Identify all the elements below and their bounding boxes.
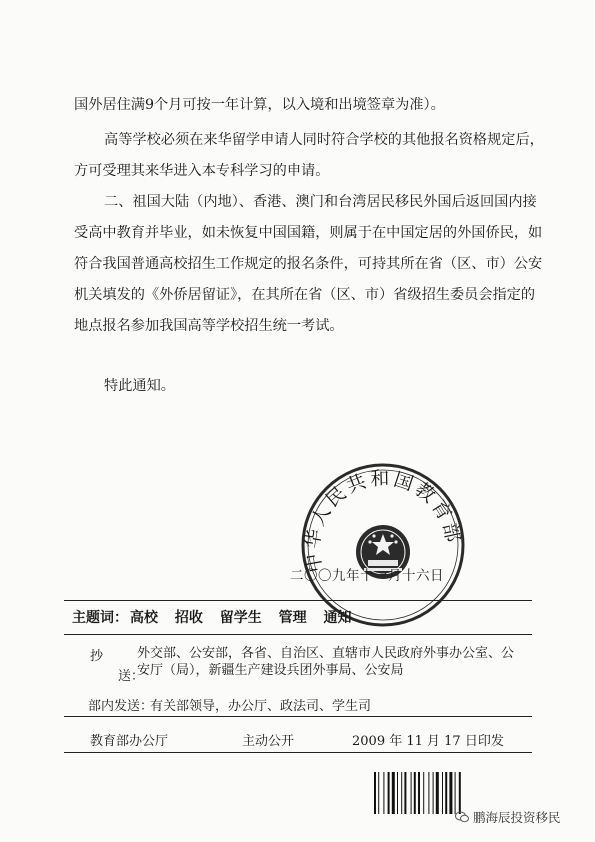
paragraph-application-rule: 高等学校必须在来华留学申请人同时符合学校的其他报名资格规定后，方可受理其来华进入本专科学习的申请。 [74, 132, 544, 179]
divider-keywords [64, 634, 532, 635]
keywords-label: 主题词： [72, 610, 128, 626]
issue-date: 二〇〇九年十一月十六日 [290, 568, 444, 584]
internal-send-label: 部内发送： [88, 699, 154, 714]
wechat-icon [455, 811, 469, 823]
print-date: 2009 年 11 月 17 日印发 [352, 734, 504, 749]
official-seal-icon [298, 460, 468, 630]
watermark [455, 808, 561, 826]
divider-internal [64, 716, 532, 717]
cc-label: 抄 [90, 649, 104, 664]
divider-bottom [64, 752, 532, 753]
paragraph-continuation: 国外居住满9个月可按一年计算，以入境和出境签章为准）。 [74, 97, 445, 113]
keywords-line [72, 607, 352, 627]
watermark-text: 鹏海辰投资移民 [473, 810, 561, 825]
divider-top [64, 600, 532, 601]
paragraph-closing: 特此通知。 [104, 378, 175, 394]
paragraph-article-two: 二、祖国大陆（内地）、香港、澳门和台湾居民移民外国后返回国内接受高中教育并毕业，如未恢复中国国籍，则属于在中国定居的外国侨民，如符合我国普通高校招生工作规定的报名条件，可持其所在省（区、市）公安机关填发的《外侨居留证》，在其所在省（区、市）省级招生委员会指定的地点报名参加我国高等学校招生统一考试。 [74, 194, 543, 334]
issuing-office: 教育部办公厅 [90, 734, 169, 749]
internal-recipients: 有关部领导，办公厅、政法司、学生司 [150, 699, 372, 714]
cc-recipients: 外交部、公安部，各省、自治区、直辖市人民政府外事办公室、公安厅（局），新疆生产建设兵团外事局、公安局 [137, 646, 515, 678]
cc-label-send: 送： [118, 669, 145, 684]
keywords-items: 高校 招收 留学生 管理 通知 [130, 610, 352, 626]
disclosure-status: 主动公开 [242, 734, 295, 749]
svg-text:中华人民共和国教育部: 中华人民共和国教育部 [301, 467, 465, 575]
